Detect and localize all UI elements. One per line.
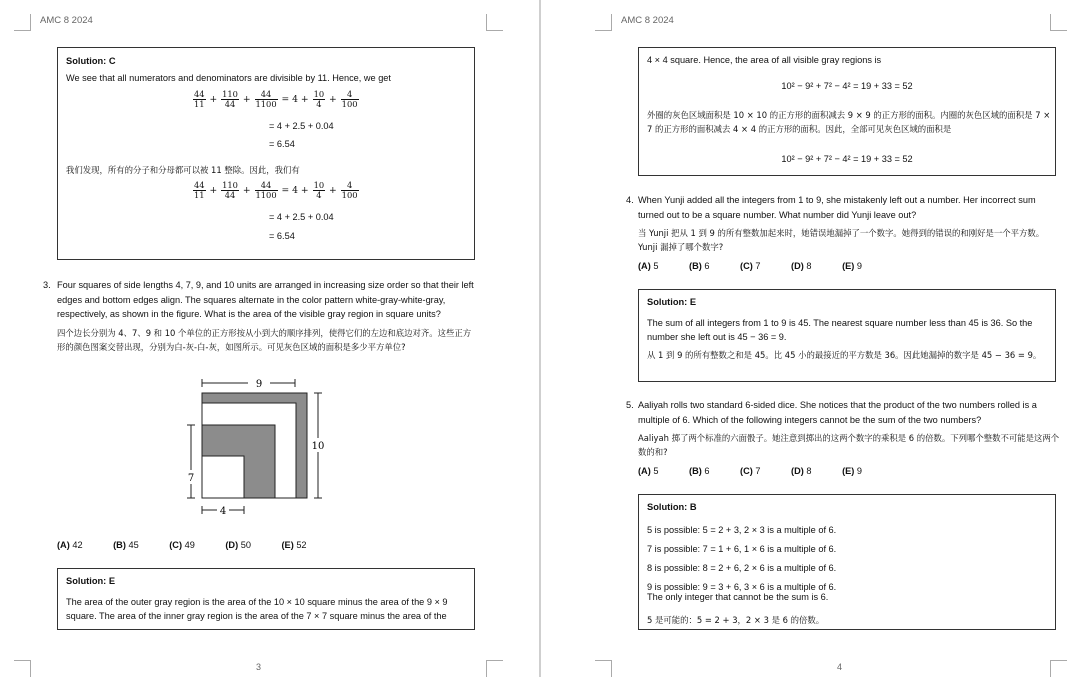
choice-letter: (A) [57,540,70,550]
fraction-denominator: 44 [224,190,236,200]
choice-b[interactable] [689,261,723,271]
fraction-numerator: 10 [313,180,325,190]
solution-box-2 [57,47,475,260]
solution-box-5 [638,494,1056,630]
equation-step: = 4 + 2.5 + 0.04 [269,212,334,222]
fraction-equation: $\frac{44}{11}$ + $\frac{110}{44}$ + $\frac{44}{1100}$ = 4 + $\frac{10}{4}$ + $\frac{4}{100}$ [194,89,358,109]
crop-mark [1050,14,1067,31]
page-header: AMC 8 2024 [40,15,93,26]
solution-box-3-continued [638,47,1056,176]
crop-mark [486,660,503,677]
fraction-numerator: 4 [341,181,359,191]
page-header: AMC 8 2024 [621,15,674,26]
solution-line: 5 is possible: 5 = 2 + 3, 2 × 3 is a multiple of 6. [647,525,837,535]
choice-value: 45 [128,540,139,550]
page-number: 4 [837,662,843,672]
solution-text-cn: 从 1 到 9 的所有整数之和是 45。比 45 小的最接近的平方数是 36。因此她漏掉的数字是 45 − 36 = 9。 [647,350,1042,360]
choice-a[interactable] [57,540,97,550]
solution-title: Solution: E [647,297,697,307]
fraction-numerator: 10 [313,89,325,99]
choice-value: 5 [653,466,659,476]
choice-letter: (B) [113,540,126,550]
solution-text: The area of the outer gray region is the area of the 10 × 10 square minus the area of the 9 × 9 square. The area of the inner gray region is the area of the 7 × 7 square minus the area of the [66,597,448,621]
page-number: 3 [256,662,262,672]
answer-choices [638,259,890,274]
crop-mark [1050,660,1067,677]
fraction-denominator: 11 [194,99,205,109]
equation-step: = 6.54 [269,231,295,241]
fraction-numerator: 44 [255,90,278,100]
label-left: 7 [187,473,195,484]
crop-mark [595,14,612,31]
solution-text-cn: 5 是可能的：5 = 2 + 3，2 × 3 是 6 的倍数。 [647,615,825,625]
choice-d[interactable] [791,466,825,476]
label-bottom: 4 [219,506,227,517]
solution-title: Solution: C [66,56,116,66]
choice-e[interactable] [842,466,876,476]
choice-value: 7 [755,466,761,476]
square-4 [202,456,244,498]
problem-text-cn: Aaliyah 掷了两个标准的六面骰子。她注意到掷出的这两个数字的乘积是 6 的倍数。下列哪个整数不可能是这两个数的和? [638,433,1060,457]
choice-value: 9 [856,261,862,271]
fraction-numerator: 110 [222,89,238,99]
fraction-numerator: 4 [341,90,359,100]
choice-value: 52 [296,540,307,550]
crop-mark [486,14,503,31]
choice-a[interactable] [638,466,672,476]
choice-letter: (B) [689,261,702,271]
solution-box-4 [638,289,1056,382]
label-right: 10 [311,441,325,452]
choice-b[interactable] [113,540,153,550]
choice-value: 6 [704,466,710,476]
choice-value: 6 [704,261,710,271]
choice-value: 42 [72,540,83,550]
problem-text-cn: 当 Yunji 把从 1 到 9 的所有整数加起来时，她错误地漏掉了一个数字。她得到的错误的和刚好是一个平方数。Yunji 漏掉了哪个数字? [638,228,1045,252]
solution-intro-cn: 我们发现，所有的分子和分母都可以被 11 整除。因此，我们有 [66,165,300,175]
equation-step: = 6.54 [269,139,295,149]
solution-lines [647,521,836,597]
page-4[interactable] [541,0,1080,677]
choice-letter: (A) [638,261,651,271]
choice-d[interactable] [791,261,825,271]
solution-intro-en: We see that all numerators and denominators are divisible by 11. Hence, we get [66,73,391,83]
problem-text-en: Four squares of side lengths 4, 7, 9, and 10 units are arranged in increasing size order so that their left edges and bottom edges align. The squares alternate in the color pattern white-gray-white-gray, respectively, as shown in the figure. What is the area of the visible gray region in square units? [57,280,474,319]
problem-number: 3. [43,280,51,290]
page-3[interactable] [0,0,539,677]
solution-text: 4 × 4 square. Hence, the area of all visible gray regions is [647,55,882,65]
crop-mark [595,660,612,677]
fraction-denominator: 1100 [255,99,277,109]
choice-value: 8 [806,466,812,476]
fraction-numerator: 44 [194,180,205,190]
choice-c[interactable] [740,466,774,476]
solution-text: The sum of all integers from 1 to 9 is 45. The nearest square number less than 45 is 36. So the number she left out is 45 − 36 = 9. [647,318,1033,342]
solution-title: Solution: B [647,502,697,512]
choice-value: 50 [240,540,251,550]
problem-text-en: Aaliyah rolls two standard 6-sided dice. She notices that the product of the two numbers rolled is a multiple of 6. Which of the following integers cannot be the sum of the two numbers? [638,400,1037,425]
choice-c[interactable] [740,261,774,271]
problem-text-cn: 四个边长分别为 4、7、9 和 10 个单位的正方形按从小到大的顺序排列，使得它们的左边和底边对齐。这些正方形的颜色图案交替出现，分别为白-灰-白-灰，如图所示。可见灰色区域的面积是多少平方单位? [57,328,472,352]
choice-letter: (C) [740,466,753,476]
crop-mark [14,660,31,677]
choice-c[interactable] [169,540,209,550]
choice-value: 7 [755,261,761,271]
choice-letter: (D) [791,466,804,476]
choice-letter: (D) [225,540,239,550]
fraction-numerator: 44 [194,89,205,99]
equation: 10² − 9² + 7² − 4² = 19 + 33 = 52 [781,81,913,91]
choice-value: 8 [806,261,812,271]
solution-box-3 [57,568,475,630]
fraction-denominator: 11 [194,190,205,200]
equation-part: = 4 + [281,185,309,196]
choice-letter: (B) [689,466,702,476]
fraction-denominator: 4 [316,99,322,109]
answer-choices [638,464,890,479]
choice-d[interactable] [225,540,265,550]
choice-letter: (E) [842,466,855,476]
choice-letter: (A) [638,466,651,476]
choice-value: 49 [184,540,195,550]
choice-value: 5 [653,261,659,271]
solution-line: 8 is possible: 8 = 2 + 6, 2 × 6 is a multiple of 6. [647,563,837,573]
crop-mark [14,14,31,31]
solution-conclusion: The only integer that cannot be the sum is 6. [647,592,829,602]
solution-line: 7 is possible: 7 = 1 + 6, 1 × 6 is a multiple of 6. [647,544,837,554]
choice-letter: (E) [842,261,855,271]
problem-number: 4. [626,195,634,205]
choice-letter: (C) [740,261,753,271]
choice-b[interactable] [689,466,723,476]
choice-letter: (E) [281,540,294,550]
label-top: 9 [255,379,263,390]
fraction-numerator: 110 [222,180,238,190]
fraction-denominator: 44 [224,99,236,109]
choice-e[interactable] [282,540,321,550]
answer-choices [57,538,335,553]
equation-step: = 4 + 2.5 + 0.04 [269,121,334,131]
choice-letter: (C) [169,540,183,550]
fraction-denominator: 100 [341,99,358,109]
choice-value: 9 [856,466,862,476]
equation: 10² − 9² + 7² − 4² = 19 + 33 = 52 [781,154,913,164]
solution-title: Solution: E [66,576,116,586]
choice-letter: (D) [791,261,804,271]
solution-line: 9 is possible: 9 = 3 + 6, 3 × 6 is a multiple of 6. [647,582,837,592]
solution-text-cn: 外圈的灰色区域面积是 10 × 10 的正方形的面积减去 9 × 9 的正方形的面积。内圈的灰色区域的面积是 7 × 7 的正方形的面积减去 4 × 4 的正方形的面积。因此，全部可见灰色区域的面积是 [647,110,1051,134]
equation-part: = 4 + [281,94,309,105]
fraction-equation: $\frac{44}{11}$ + $\frac{110}{44}$ + $\frac{44}{1100}$ = 4 + $\frac{10}{4}$ + $\frac{4}{100}$ [194,180,358,200]
fraction-numerator: 44 [255,181,278,191]
fraction-denominator: 4 [316,190,322,200]
problem-text-en: When Yunji added all the integers from 1 to 9, she mistakenly left out a number. Her incorrect sum turned out to be a square number. What number did Yunji leave out? [638,195,1036,220]
fraction-denominator: 1100 [255,190,277,200]
choice-a[interactable] [638,261,672,271]
squares-figure [180,374,330,520]
choice-e[interactable] [842,261,876,271]
fraction-denominator: 100 [341,190,358,200]
problem-number: 5. [626,400,634,410]
